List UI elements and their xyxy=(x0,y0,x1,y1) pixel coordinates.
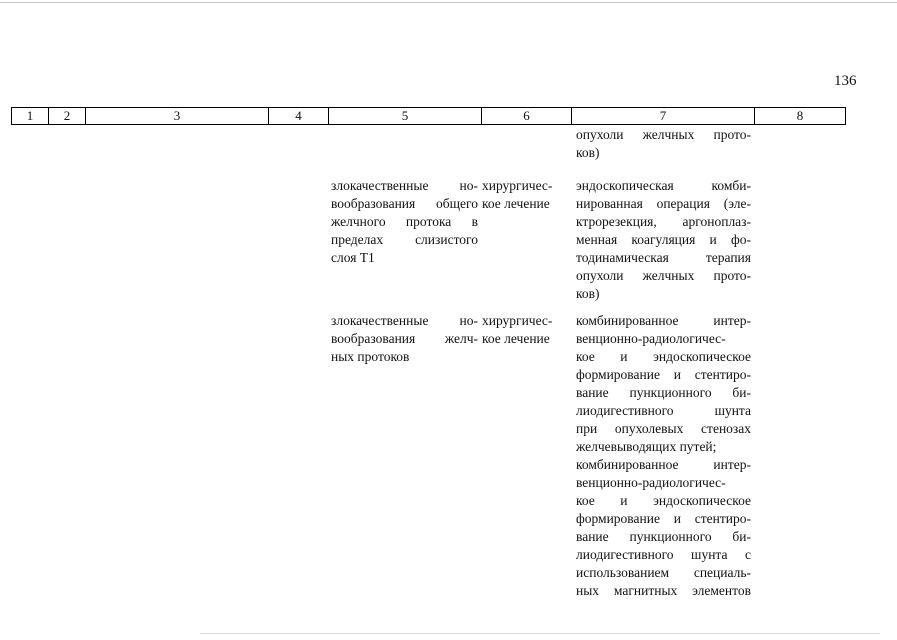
bottom-scan-edge xyxy=(200,633,880,634)
header-col-4: 4 xyxy=(269,108,329,125)
text-line: при опухолевых стенозах xyxy=(576,421,751,436)
text-line: ктрорезекция, аргоноплаз- xyxy=(576,214,751,229)
page-number: 136 xyxy=(834,73,857,89)
text-line: слоя T1 xyxy=(331,250,375,265)
text-line: злокачественные но- xyxy=(331,178,478,193)
text-line: опухоли желчных прото- xyxy=(576,127,751,142)
text-line: вание пункционного би- xyxy=(576,529,751,544)
text-line: пределах слизистого xyxy=(331,232,478,247)
header-col-6: 6 xyxy=(482,108,572,125)
text-line: кое лечение xyxy=(482,331,550,346)
row3-diagnosis xyxy=(331,312,478,366)
text-line: лиодигестивного шунта с xyxy=(576,547,751,562)
row3-method xyxy=(576,312,751,600)
row3-treatment-type xyxy=(482,312,562,348)
text-line: венционно-радиологичес- xyxy=(576,331,726,346)
text-line: желчного протока в xyxy=(331,214,478,229)
text-line: хирургичес- xyxy=(482,178,553,193)
row2-diagnosis xyxy=(331,177,478,267)
column-number-header xyxy=(11,107,846,125)
text-line: кое и эндоскопическое xyxy=(576,349,751,364)
text-line: кое лечение xyxy=(482,196,550,211)
text-line: злокачественные но- xyxy=(331,313,478,328)
text-line: использованием специаль- xyxy=(576,565,751,580)
row1-method xyxy=(576,126,751,162)
header-col-3: 3 xyxy=(86,108,269,125)
text-line: венционно-радиологичес- xyxy=(576,475,726,490)
row2-treatment-type xyxy=(482,177,562,213)
header-col-7: 7 xyxy=(572,108,755,125)
header-col-2: 2 xyxy=(49,108,86,125)
text-line: желчевыводящих путей; xyxy=(576,439,717,454)
text-line: формирование и стентиро- xyxy=(576,367,751,382)
header-col-8: 8 xyxy=(755,108,846,125)
text-line: вообразования желч- xyxy=(331,331,478,346)
text-line: комбинированное интер- xyxy=(576,457,751,472)
text-line: эндоскопическая комби- xyxy=(576,178,751,193)
text-line: ных магнитных элементов xyxy=(576,583,751,598)
text-line: ных протоков xyxy=(331,349,410,364)
text-line: кое и эндоскопическое xyxy=(576,493,751,508)
top-scan-edge xyxy=(0,2,897,3)
text-line: комбинированное интер- xyxy=(576,313,751,328)
text-line: ков) xyxy=(576,145,600,160)
header-col-5: 5 xyxy=(329,108,482,125)
text-line: вообразования общего xyxy=(331,196,478,211)
text-line: ков) xyxy=(576,286,600,301)
header-col-1: 1 xyxy=(12,108,49,125)
text-line: тодинамическая терапия xyxy=(576,250,751,265)
text-line: вание пункционного би- xyxy=(576,385,751,400)
text-line: менная коагуляция и фо- xyxy=(576,232,751,247)
text-line: нированная операция (эле- xyxy=(576,196,751,211)
text-line: опухоли желчных прото- xyxy=(576,268,751,283)
text-line: лиодигестивного шунта xyxy=(576,403,751,418)
row2-method xyxy=(576,177,751,303)
text-line: формирование и стентиро- xyxy=(576,511,751,526)
text-line: хирургичес- xyxy=(482,313,553,328)
